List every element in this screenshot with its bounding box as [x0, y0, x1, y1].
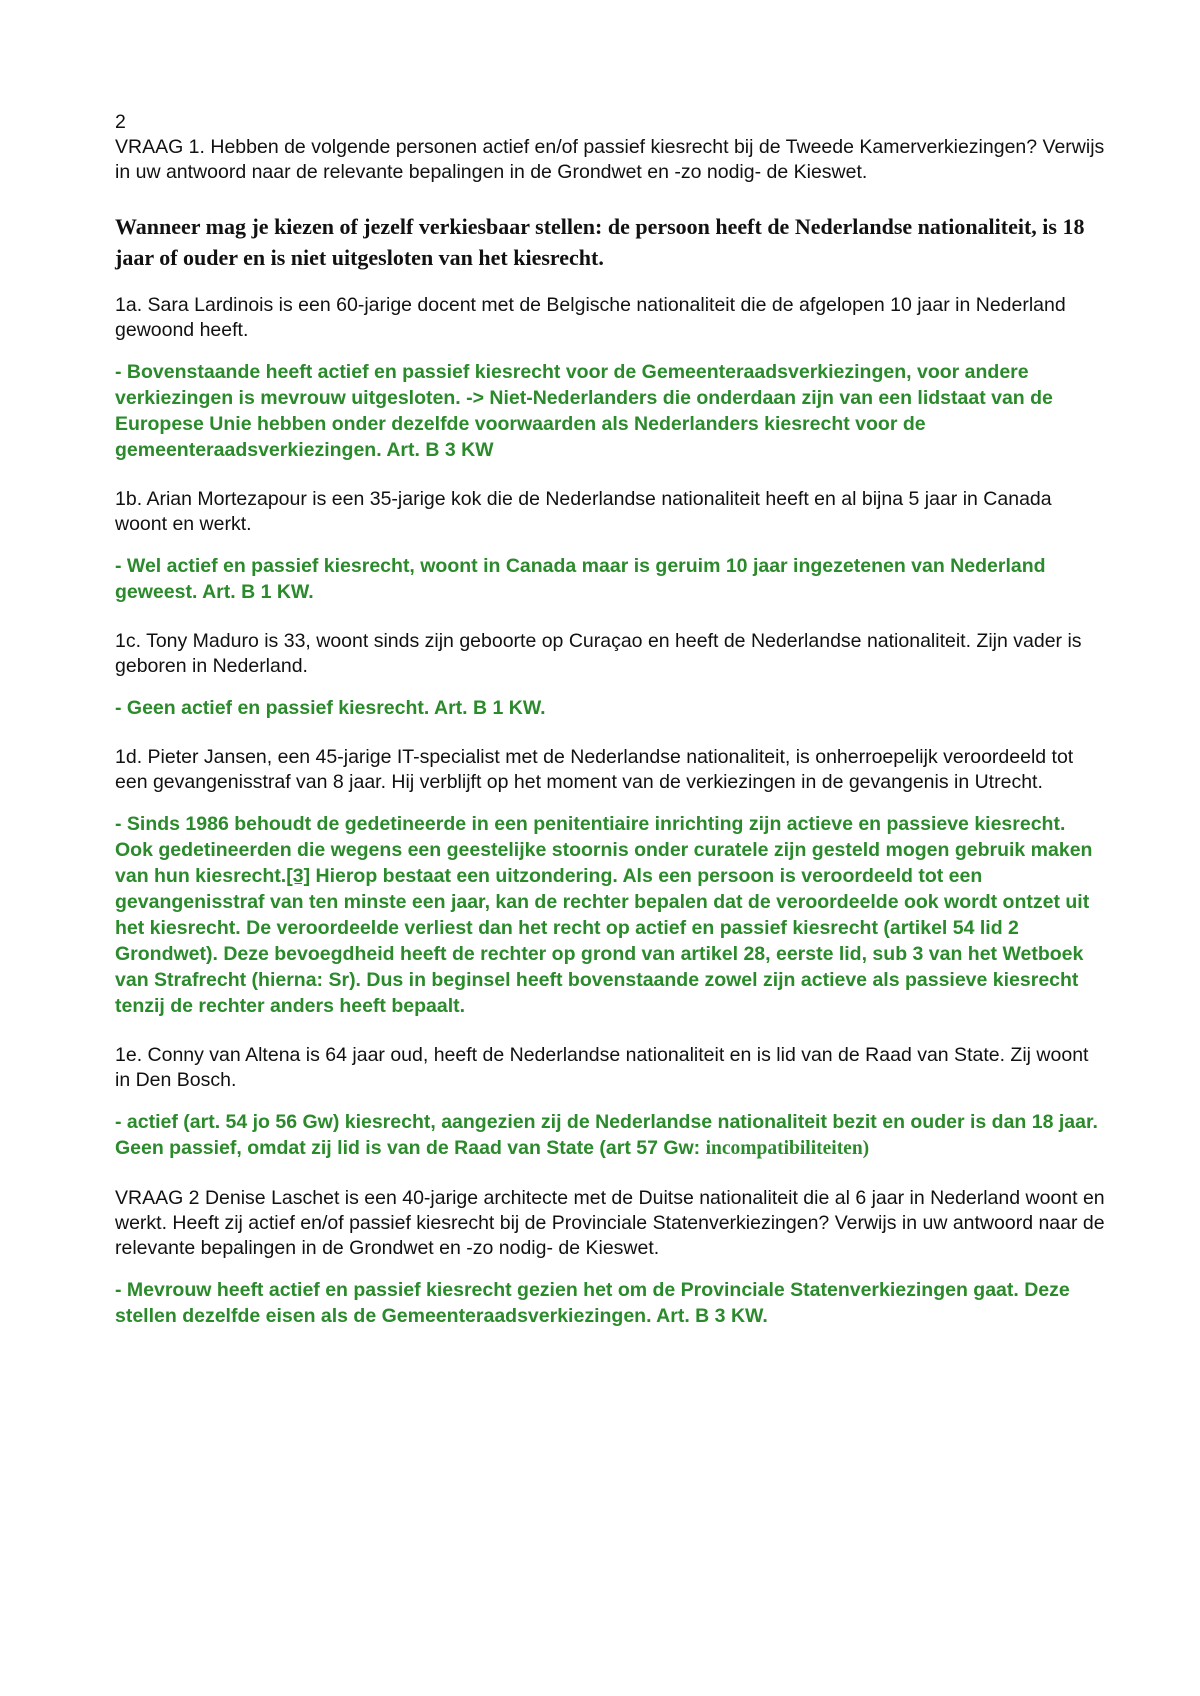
answer-1d-part2: Hierop bestaat een uitzondering. Als een persoon is veroordeeld tot een gevangenisstraf van ten minste een jaar, kan de rechter bepalen dat de veroordeelde ook wordt ontzet uit het kiesrecht. De veroordeelde verliest dan het recht op actief en passief kiesrecht (artikel 54 lid 2 Grondwet). Deze bevoegdheid heeft de rechter op grond van artikel 28, eerste lid, sub 3 van het Wetboek van Strafrecht (hierna: Sr). Dus in beginsel heeft bovenstaande zowel zijn actieve als passieve kiesrecht tenzij de rechter anders heeft bepaalt.	[115, 865, 1090, 1017]
answer-1e-part2: incompatibiliteiten)	[705, 1138, 870, 1159]
answer-1e	[115, 1109, 1105, 1162]
criteria-statement: Wanneer mag je kiezen of jezelf verkiesbaar stellen: de persoon heeft de Nederlandse nationaliteit, is 18 jaar of ouder en is niet uitgesloten van het kiesrecht.	[115, 214, 1085, 270]
question-1e: 1e. Conny van Altena is 64 jaar oud, heeft de Nederlandse nationaliteit en is lid van de Raad van State. Zij woont in Den Bosch.	[115, 1044, 1089, 1091]
answer-1d-part1: - Sinds 1986 behoudt de gedetineerde in een penitentiaire inrichting zijn actieve en passieve kiesrecht. Ook gedetineerden die wegens een geestelijke stoornis onder curatele zijn gesteld mogen gebruik maken van hun kiesrecht.	[115, 813, 1093, 887]
question-1c: 1c. Tony Maduro is 33, woont sinds zijn geboorte op Curaçao en heeft de Nederlandse nationaliteit. Zijn vader is geboren in Nederland.	[115, 630, 1082, 677]
footnote-link[interactable]: [3]	[286, 865, 311, 887]
page-number: 2	[115, 111, 126, 133]
question-2: VRAAG 2 Denise Laschet is een 40-jarige architecte met de Duitse nationaliteit die al 6 jaar in Nederland woont en werkt. Heeft zij actief en/of passief kiesrecht bij de Provinciale Statenverkiezingen? Verwijs in uw antwoord naar de relevante bepalingen in de Grondwet en -zo nodig- de Kieswet.	[115, 1187, 1105, 1259]
answer-1a: - Bovenstaande heeft actief en passief kiesrecht voor de Gemeenteraadsverkiezingen, voor andere verkiezingen is mevrouw uitgesloten. -> Niet-Nederlanders die onderdaan zijn van een lidstaat van de Europese Unie hebben onder dezelfde voorwaarden als Nederlanders kiesrecht voor de gemeenteraadsverkiezingen. Art. B 3 KW	[115, 361, 1053, 461]
document-page	[115, 110, 1105, 1353]
answer-2: - Mevrouw heeft actief en passief kiesrecht gezien het om de Provinciale Statenverkiezingen gaat. Deze stellen dezelfde eisen als de Gemeenteraadsverkiezingen. Art. B 3 KW.	[115, 1279, 1070, 1327]
answer-1c: - Geen actief en passief kiesrecht. Art. B 1 KW.	[115, 697, 546, 719]
answer-1e-part1: - actief (art. 54 jo 56 Gw) kiesrecht, aangezien zij de Nederlandse nationaliteit bezit en ouder is dan 18 jaar. Geen passief, omdat zij lid is van de Raad van State (art 57 Gw:	[115, 1111, 1098, 1159]
answer-1d	[115, 811, 1105, 1019]
answer-1b: - Wel actief en passief kiesrecht, woont in Canada maar is geruim 10 jaar ingezetenen van Nederland geweest. Art. B 1 KW.	[115, 555, 1046, 603]
question-1d: 1d. Pieter Jansen, een 45-jarige IT-specialist met de Nederlandse nationaliteit, is onherroepelijk veroordeeld tot een gevangenisstraf van 8 jaar. Hij verblijft op het moment van de verkiezingen in de gevangenis in Utrecht.	[115, 746, 1074, 793]
question-1-intro: VRAAG 1. Hebben de volgende personen actief en/of passief kiesrecht bij de Tweede Kamerverkiezingen? Verwijs in uw antwoord naar de relevante bepalingen in de Grondwet en -zo nodig- de Kieswet.	[115, 136, 1105, 183]
question-1b: 1b. Arian Mortezapour is een 35-jarige kok die de Nederlandse nationaliteit heeft en al bijna 5 jaar in Canada woont en werkt.	[115, 488, 1052, 535]
question-1a: 1a. Sara Lardinois is een 60-jarige docent met de Belgische nationaliteit die de afgelopen 10 jaar in Nederland gewoond heeft.	[115, 294, 1066, 341]
